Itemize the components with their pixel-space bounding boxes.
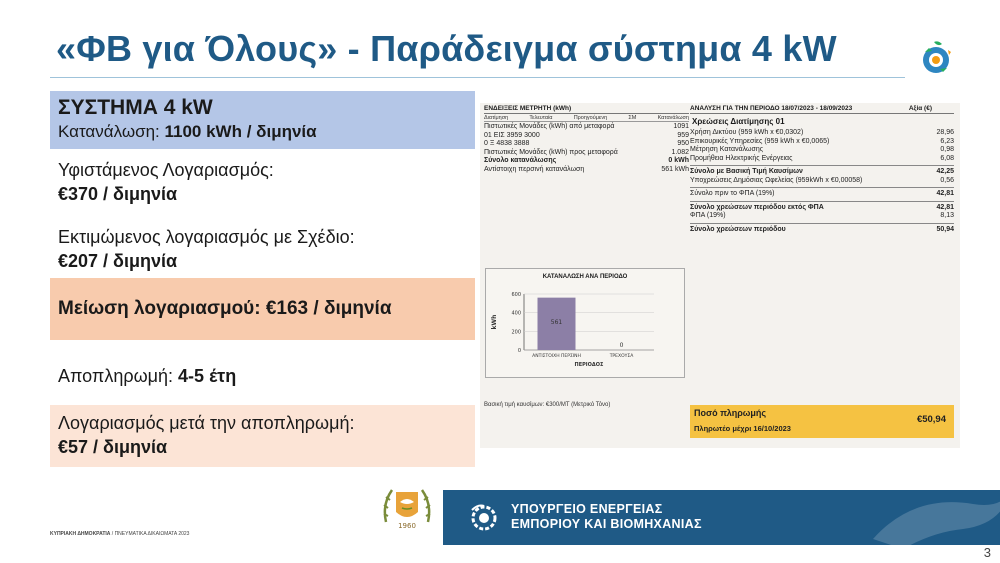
after-payback-value: €57 / διμηνία xyxy=(58,437,168,457)
meter-columns xyxy=(484,115,689,122)
payback-box xyxy=(50,358,475,394)
meter-line-label: Σύνολο κατανάλωσης xyxy=(484,157,557,164)
meter-line-value: 950 xyxy=(677,140,689,147)
vat-line xyxy=(690,204,954,213)
meter-line-value: 561 kWh xyxy=(661,165,689,173)
chart-bar-label: 561 xyxy=(550,318,563,326)
after-payback-label: Λογαριασμός μετά την αποπληρωμή: xyxy=(58,413,355,433)
meter-line-label: Αντίστοιχη περσινή κατανάλωση xyxy=(484,165,585,173)
meter-line-label: 0 Ξ 4838 3888 xyxy=(484,140,530,147)
analysis-header-text: ΑΝΑΛΥΣΗ ΓΙΑ ΤΗΝ ΠΕΡΙΟΔΟ 18/07/2023 - 18/09/2023 xyxy=(690,105,853,112)
payback-value: 4-5 έτη xyxy=(178,366,237,386)
charge-line-label: Χρήση Δικτύου (959 kWh x €0,0302) xyxy=(690,129,804,136)
vat-line-value: 8,13 xyxy=(940,212,954,219)
vat-line-value: 42,81 xyxy=(936,203,954,211)
svg-text:1960: 1960 xyxy=(398,522,416,530)
total-divider xyxy=(690,223,954,224)
estimated-bill-label: Εκτιμώμενος λογαριασμός με Σχέδιο: xyxy=(58,227,355,247)
consumption-chart-title: ΚΑΤΑΝΑΛΩΣΗ ΑΝΑ ΠΕΡΙΟΔΟ xyxy=(542,274,628,280)
ministry-gear-icon xyxy=(468,502,500,534)
subtotals-list-1 xyxy=(690,168,954,185)
meter-readings-section xyxy=(484,105,689,195)
energy-gear-logo-icon xyxy=(916,38,956,78)
subtotal-line xyxy=(690,177,954,186)
payment-due-date: Πληρωτέο μέχρι 16/10/2023 xyxy=(694,424,791,433)
meter-line-value: 959 xyxy=(677,131,689,139)
chart-bar-label: 0 xyxy=(619,342,624,349)
footer-copyright xyxy=(50,531,189,537)
charges-list xyxy=(690,129,954,163)
meter-header xyxy=(484,105,689,114)
subtotal-line-value: 0,56 xyxy=(940,176,954,184)
ministry-banner xyxy=(443,490,1000,545)
chart-y-tick-label: 200 xyxy=(511,329,521,336)
meter-column-header: Διατίμηση xyxy=(484,115,509,121)
meter-line-value: 1091 xyxy=(673,123,689,130)
meter-line-value: 1.082 xyxy=(671,148,689,156)
meter-line-label: Πιστωτικές Μονάδες (kWh) προς μεταφορά xyxy=(484,148,618,156)
chart-y-tick-label: 400 xyxy=(511,310,521,317)
vat-line-label: ΦΠΑ (19%) xyxy=(690,212,726,219)
charge-line-label: Μέτρηση Κατανάλωσης xyxy=(690,146,764,153)
cyprus-emblem-icon xyxy=(378,478,436,536)
charges-divider xyxy=(690,165,954,166)
charges-section xyxy=(690,105,954,405)
meter-lines xyxy=(484,123,689,174)
analysis-header xyxy=(690,105,954,114)
meter-line xyxy=(484,132,689,141)
ministry-name xyxy=(511,502,702,532)
charge-line-label: Προμήθεια Ηλεκτρικής Ενέργειας xyxy=(690,154,793,162)
consumption-label: Κατανάλωση: xyxy=(58,122,165,141)
chart-y-axis-label: kWh xyxy=(491,314,498,330)
value-header-text: Αξία (€) xyxy=(908,105,932,112)
chart-y-tick-label: 0 xyxy=(517,348,521,354)
charge-line-value: 6,08 xyxy=(940,154,954,162)
before-vat-value: 42,81 xyxy=(936,190,954,197)
meter-column-header: ΣΜ xyxy=(628,115,637,121)
meter-header-text: ΕΝΔΕΙΞΕΙΣ ΜΕΤΡΗΤΗ (kWh) xyxy=(484,105,572,112)
system-summary-box xyxy=(50,91,475,149)
charge-line xyxy=(690,155,954,164)
ministry-line-1: ΥΠΟΥΡΓΕΙΟ ΕΝΕΡΓΕΙΑΣ xyxy=(511,502,663,516)
meter-line-value: 0 kWh xyxy=(668,157,689,164)
footer-rights: / ΠΝΕΥΜΑΤΙΚΑ ΔΙΚΑΙΩΜΑΤΑ 2023 xyxy=(110,531,190,537)
system-size: ΣΥΣΤΗΜΑ 4 kW xyxy=(58,96,213,119)
consumption-chart xyxy=(485,268,685,378)
period-total-label: Σύνολο χρεώσεων περιόδου xyxy=(690,225,786,233)
subtotal-line-label: Υποχρεώσεις Δημόσιας Ωφελείας (959kWh x €0,00058) xyxy=(690,176,863,184)
before-vat-label: Σύνολο πριν το ΦΠΑ (19%) xyxy=(690,190,775,197)
charge-line-label: Επικουρικές Υπηρεσίες (959 kWh x €0,0065) xyxy=(690,137,830,145)
ministry-line-2: ΕΜΠΟΡΙΟΥ ΚΑΙ ΒΙΟΜΗΧΑΝΙΑΣ xyxy=(511,517,702,531)
meter-column-header: Κατανάλωση xyxy=(657,115,689,121)
subtotals-list-2 xyxy=(690,204,954,221)
period-total-value: 50,94 xyxy=(936,225,954,233)
meter-line xyxy=(484,149,689,158)
payment-label: Ποσό πληρωμής xyxy=(694,408,767,418)
chart-x-axis-label: ΠΕΡΙΟΔΟΣ xyxy=(574,362,604,368)
existing-bill-value: €370 / διμηνία xyxy=(58,184,178,204)
vat-line xyxy=(690,212,954,221)
chart-x-tick-label: ΤΡΕΧΟΥΣΑ xyxy=(609,354,634,359)
charge-line-value: 0,98 xyxy=(940,146,954,153)
estimated-bill-box xyxy=(50,219,475,279)
payback-label: Αποπληρωμή: xyxy=(58,366,179,386)
meter-column-header: Προηγούμενη xyxy=(573,115,608,121)
after-payback-box xyxy=(50,405,475,467)
title-divider xyxy=(50,77,905,78)
charge-line xyxy=(690,146,954,155)
page-number: 3 xyxy=(983,545,991,560)
consumption-value: 1100 kWh / διμηνία xyxy=(164,122,317,141)
meter-line xyxy=(484,157,689,166)
subtotal-line-value: 42,25 xyxy=(936,168,954,175)
vat-line-label: Σύνολο χρεώσεων περιόδου εκτός ΦΠΑ xyxy=(690,203,824,211)
subtotal-line xyxy=(690,168,954,177)
payment-box xyxy=(690,405,954,438)
charge-line-value: 28,96 xyxy=(936,129,954,136)
bill-reduction: Μείωση λογαριασμού: €163 / διμηνία xyxy=(58,298,392,319)
existing-bill-box xyxy=(50,152,475,212)
fuel-price-note: Βασική τιμή καυσίμων: €300/ΜΤ (Μετρικό Τόνο) xyxy=(484,402,611,408)
meter-line-label: Πιστωτικές Μονάδες (kWh) από μεταφορά xyxy=(484,123,615,130)
meter-line-label: 01 ΕΙΣ 3959 3000 xyxy=(484,131,540,139)
subtotal-line-label: Σύνολο με Βασική Τιμή Καυσίμων xyxy=(690,168,803,175)
before-vat-line xyxy=(690,190,954,199)
chart-x-tick-label: ΑΝΤΙΣΤΟΙΧΗ ΠΕΡΣΙΝΗ xyxy=(532,354,581,359)
estimated-bill-value: €207 / διμηνία xyxy=(58,251,178,271)
meter-line xyxy=(484,166,689,175)
consumption-chart-plot xyxy=(486,280,684,372)
electricity-bill-image xyxy=(480,103,960,448)
existing-bill-label: Υφιστάμενος Λογαριασμός: xyxy=(58,160,274,180)
slide-title: «ΦΒ για Όλους» - Παράδειγμα σύστημα 4 kW xyxy=(56,28,837,69)
payment-amount: €50,94 xyxy=(916,414,946,425)
charge-line xyxy=(690,129,954,138)
bill-reduction-box xyxy=(50,278,475,340)
period-total-line xyxy=(690,226,954,235)
charges-title: Χρεώσεις Διατίμησης 01 xyxy=(692,117,785,126)
charge-line-value: 6,23 xyxy=(940,137,954,145)
charge-line xyxy=(690,138,954,147)
footer-republic: ΚΥΠΡΙΑΚΗ ΔΗΜΟΚΡΑΤΙΑ xyxy=(50,531,111,537)
consumption-line xyxy=(58,121,467,143)
meter-line xyxy=(484,123,689,132)
vat-divider xyxy=(690,201,954,202)
meter-line xyxy=(484,140,689,149)
dove-watermark-icon xyxy=(863,490,1000,545)
chart-y-tick-label: 600 xyxy=(511,292,521,298)
subtotals-divider xyxy=(690,187,954,188)
meter-column-header: Τελευταία xyxy=(529,115,553,121)
